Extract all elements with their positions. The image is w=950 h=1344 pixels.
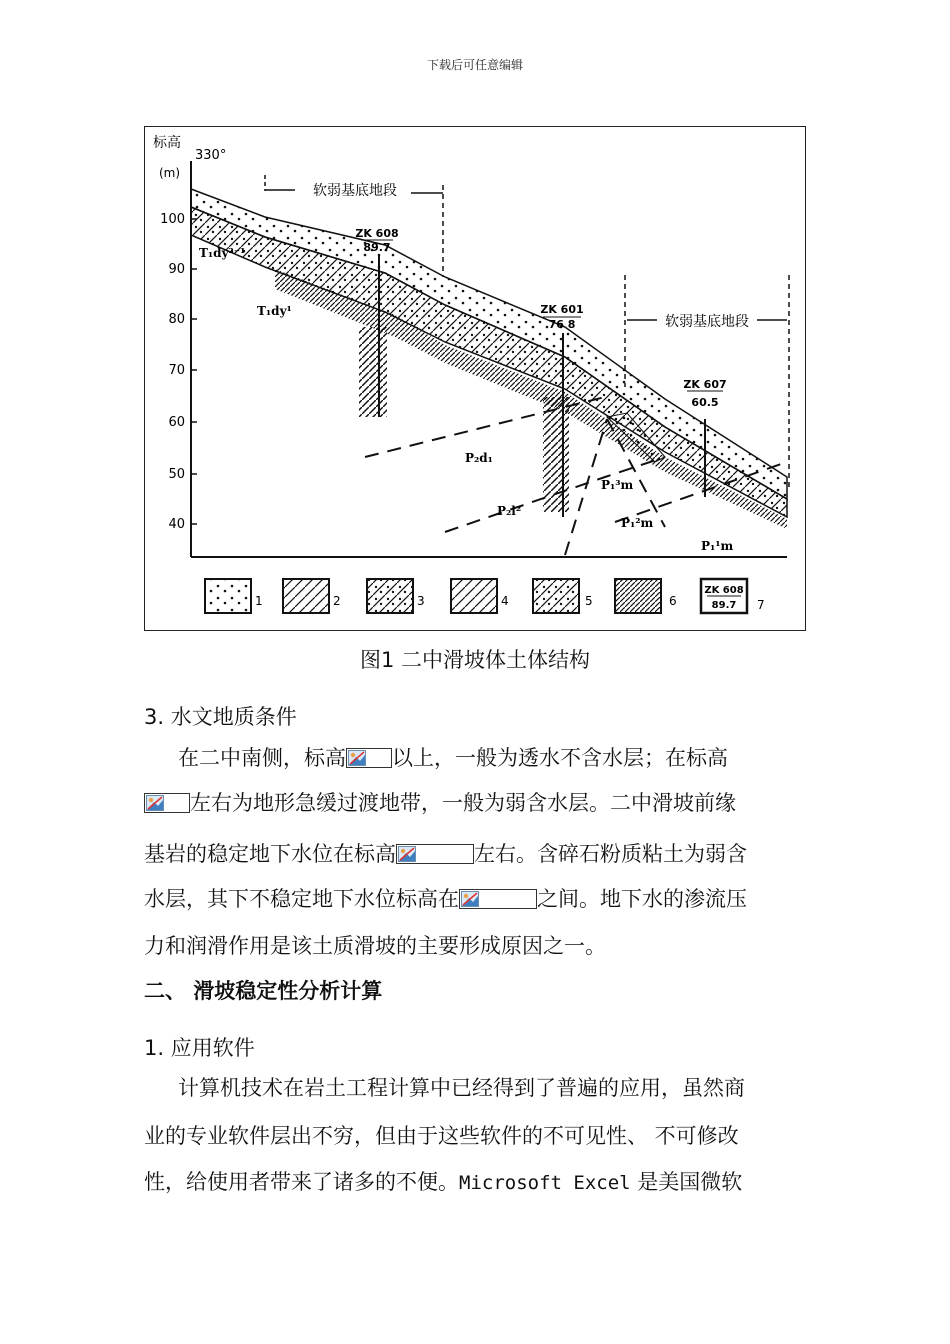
paragraph-line — [144, 742, 806, 772]
broken-image-icon — [348, 750, 366, 766]
legend-borehole-elevation: 89.7 — [711, 600, 737, 611]
text-run: 左右为地形急缓过渡地带，一般为弱含水层。二中滑坡前缘 — [190, 791, 736, 815]
y-axis-unit: (m) — [159, 166, 181, 180]
borehole-elevation: 76 8 — [548, 318, 576, 331]
hatched-sliding-layer — [191, 207, 787, 517]
paragraph-line — [144, 1166, 806, 1196]
y-tick-label: 100 — [160, 212, 185, 227]
legend-number: 3 — [417, 594, 425, 608]
cross-section-figure — [144, 126, 806, 631]
legend-number: 5 — [585, 594, 593, 608]
stratum-label: T₁dy¹ — [257, 304, 292, 318]
paragraph-line — [144, 883, 806, 913]
broken-image-placeholder — [396, 844, 474, 864]
stratum-label: P₂d₁ — [465, 451, 493, 465]
text-run: 以上，一般为透水不含水层；在标高 — [392, 746, 728, 770]
y-tick-label: 70 — [168, 363, 185, 378]
legend-number: 7 — [757, 598, 765, 612]
stratum-label: P₁²m — [621, 516, 654, 530]
text-run: 是美国微软 — [630, 1170, 743, 1194]
borehole-elevation: 60.5 — [691, 396, 719, 409]
y-tick-label: 90 — [168, 262, 185, 277]
broken-image-placeholder — [459, 889, 537, 909]
paragraph-line: 业的专业软件层出不穷，但由于这些软件的不可见性、 不可修改 — [144, 1124, 739, 1148]
paragraph-line: 力和润滑作用是该土质滑坡的主要形成原因之一。 — [144, 934, 606, 958]
page-header: 下载后可任意编辑 — [426, 58, 523, 72]
y-tick-label: 50 — [168, 467, 185, 482]
text-run: 在二中南侧，标高 — [178, 746, 346, 770]
legend-number: 6 — [669, 594, 677, 608]
cross-section-drawing — [145, 127, 805, 630]
section-3-heading: 3. 水文地质条件 — [144, 705, 297, 729]
text-run: 性，给使用者带来了诸多的不便。 — [144, 1170, 459, 1194]
paragraph-line — [144, 787, 806, 817]
legend-number: 4 — [501, 594, 509, 608]
broken-image-placeholder — [346, 748, 392, 768]
text-run: 之间。地下水的渗流压 — [537, 887, 747, 911]
section-2-1-heading: 1. 应用软件 — [144, 1036, 255, 1060]
y-tick-label: 80 — [168, 312, 185, 327]
borehole-name: ZK 608 — [355, 227, 399, 240]
section-2-heading: 二、 滑坡稳定性分析计算 — [144, 979, 383, 1003]
broken-image-placeholder — [144, 793, 190, 813]
legend — [205, 579, 765, 613]
stratum-label: T₁dy²⁻¹ — [199, 246, 246, 260]
borehole-name: ZK 607 — [683, 378, 727, 391]
text-run: 基岩的稳定地下水位在标高 — [144, 842, 396, 866]
stratum-label: P₁³m — [601, 478, 634, 492]
paragraph-line: 计算机技术在岩土工程计算中已经得到了普遍的应用，虽然商 — [178, 1076, 745, 1100]
y-axis-label: 标高 — [153, 135, 181, 151]
broken-image-icon — [398, 846, 416, 862]
borehole-elevation: 89.7 — [363, 241, 391, 254]
stratum-label: P₁¹m — [701, 539, 734, 553]
legend-number: 2 — [333, 594, 341, 608]
stratum-label: P₂l² — [497, 504, 522, 518]
legend-borehole-name: ZK 608 — [704, 585, 744, 596]
zone-label: 软弱基底地段 — [665, 314, 749, 330]
azimuth-label: 330° — [195, 148, 227, 163]
y-tick-label: 60 — [168, 415, 185, 430]
y-tick-label: 40 — [168, 517, 185, 532]
borehole-name: ZK 601 — [540, 303, 584, 316]
zone-label: 软弱基底地段 — [313, 183, 397, 199]
legend-number: 1 — [255, 594, 263, 608]
broken-image-icon — [146, 795, 164, 811]
paragraph-line — [144, 838, 806, 868]
software-name: Microsoft Excel — [459, 1172, 631, 1194]
figure-caption: 图1 二中滑坡体土体结构 — [359, 648, 591, 672]
text-run: 水层，其下不稳定地下水位标高在 — [144, 887, 459, 911]
broken-image-icon — [461, 891, 479, 907]
text-run: 左右。含碎石粉质粘土为弱含 — [474, 842, 747, 866]
